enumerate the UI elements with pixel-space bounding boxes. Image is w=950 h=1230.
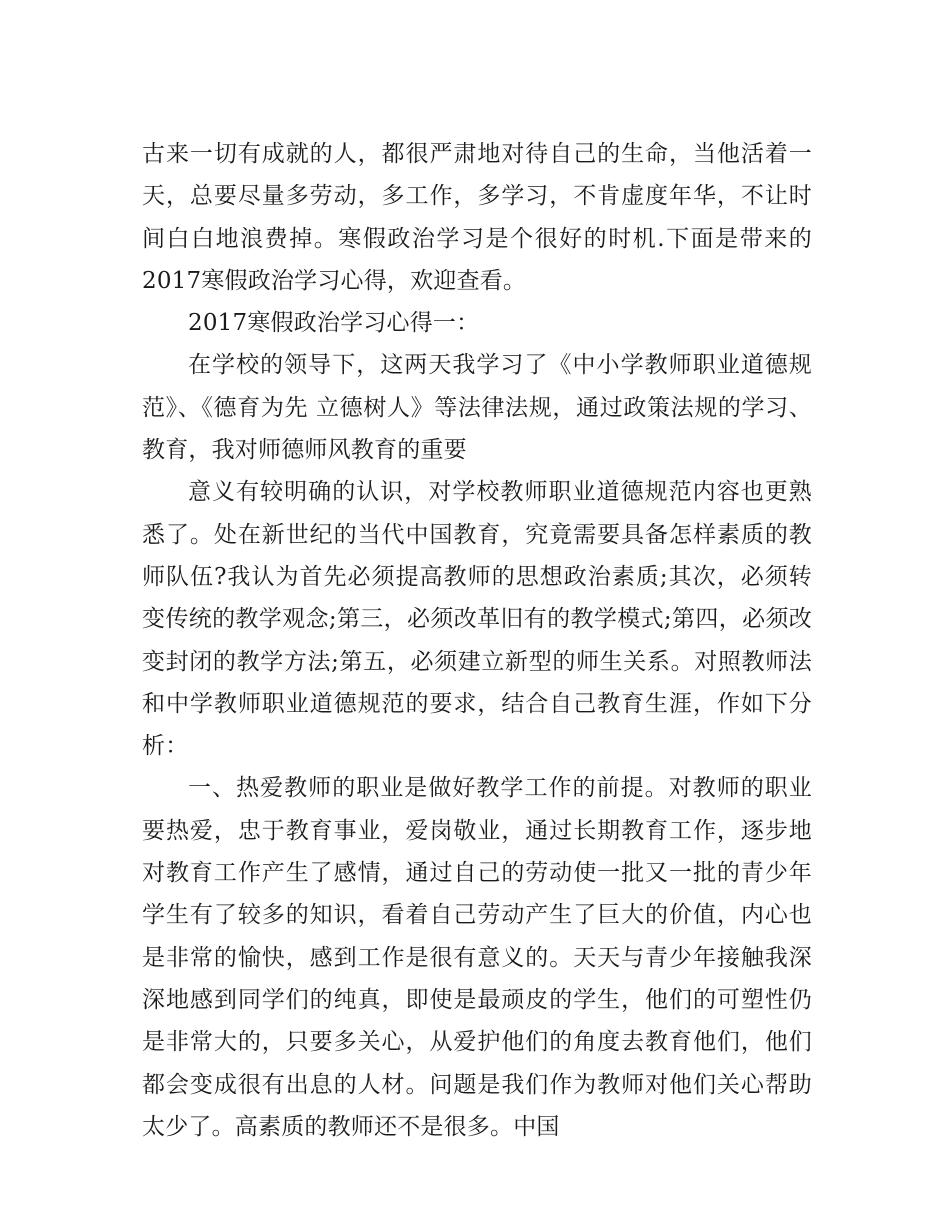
paragraph-heading-one: 2017寒假政治学习心得一： [188, 310, 480, 337]
paragraph-point-one: 一、热爱教师的职业是做好教学工作的前提。对教师的职业要热爱，忠于教育事业，爱岗敬业，通过长期教育工作，逐步地对教育工作产生了感情，通过自己的劳动使一批又一批的青少年学生有了较多的知识，看着自己劳动产生了巨大的价值，内心也是非常的愉快，感到工作是很有意义的。天天与青少年接触我深深地感到同学们的纯真，即使是最顽皮的学生，他们的可塑性仍是非常大的，只要多关心，从爱护他们的角度去教育他们，他们都会变成很有出息的人材。问题是我们作为教师对他们关心帮助太少了。高素质的教师还不是很多。中国 [142, 775, 812, 1140]
paragraph-significance: 意义有较明确的认识，对学校教师职业道德规范内容也更熟悉了。处在新世纪的当代中国教育，究竟需要具备怎样素质的教师队伍?我认为首先必须提高教师的思想政治素质;其次，必须转变传统的教学观念;第三，必须改革旧有的教学模式;第四，必须改变封闭的教学方法;第五，必须建立新型的师生关系。对照教师法和中学教师职业道德规范的要求，结合自己教育生涯，作如下分析： [142, 479, 812, 760]
paragraph-study: 在学校的领导下，这两天我学习了《中小学教师职业道德规范》、《德育为先 立德树人》等法律法规，通过政策法规的学习、教育，我对师德师风教育的重要 [142, 352, 812, 464]
paragraph-intro: 古来一切有成就的人，都很严肃地对待自己的生命，当他活着一天，总要尽量多劳动，多工作，多学习，不肯虚度年华，不让时间白白地浪费掉。寒假政治学习是个很好的时机.下面是带来的2017寒假政治学习心得，欢迎查看。 [142, 141, 812, 294]
document-body [142, 133, 812, 1148]
